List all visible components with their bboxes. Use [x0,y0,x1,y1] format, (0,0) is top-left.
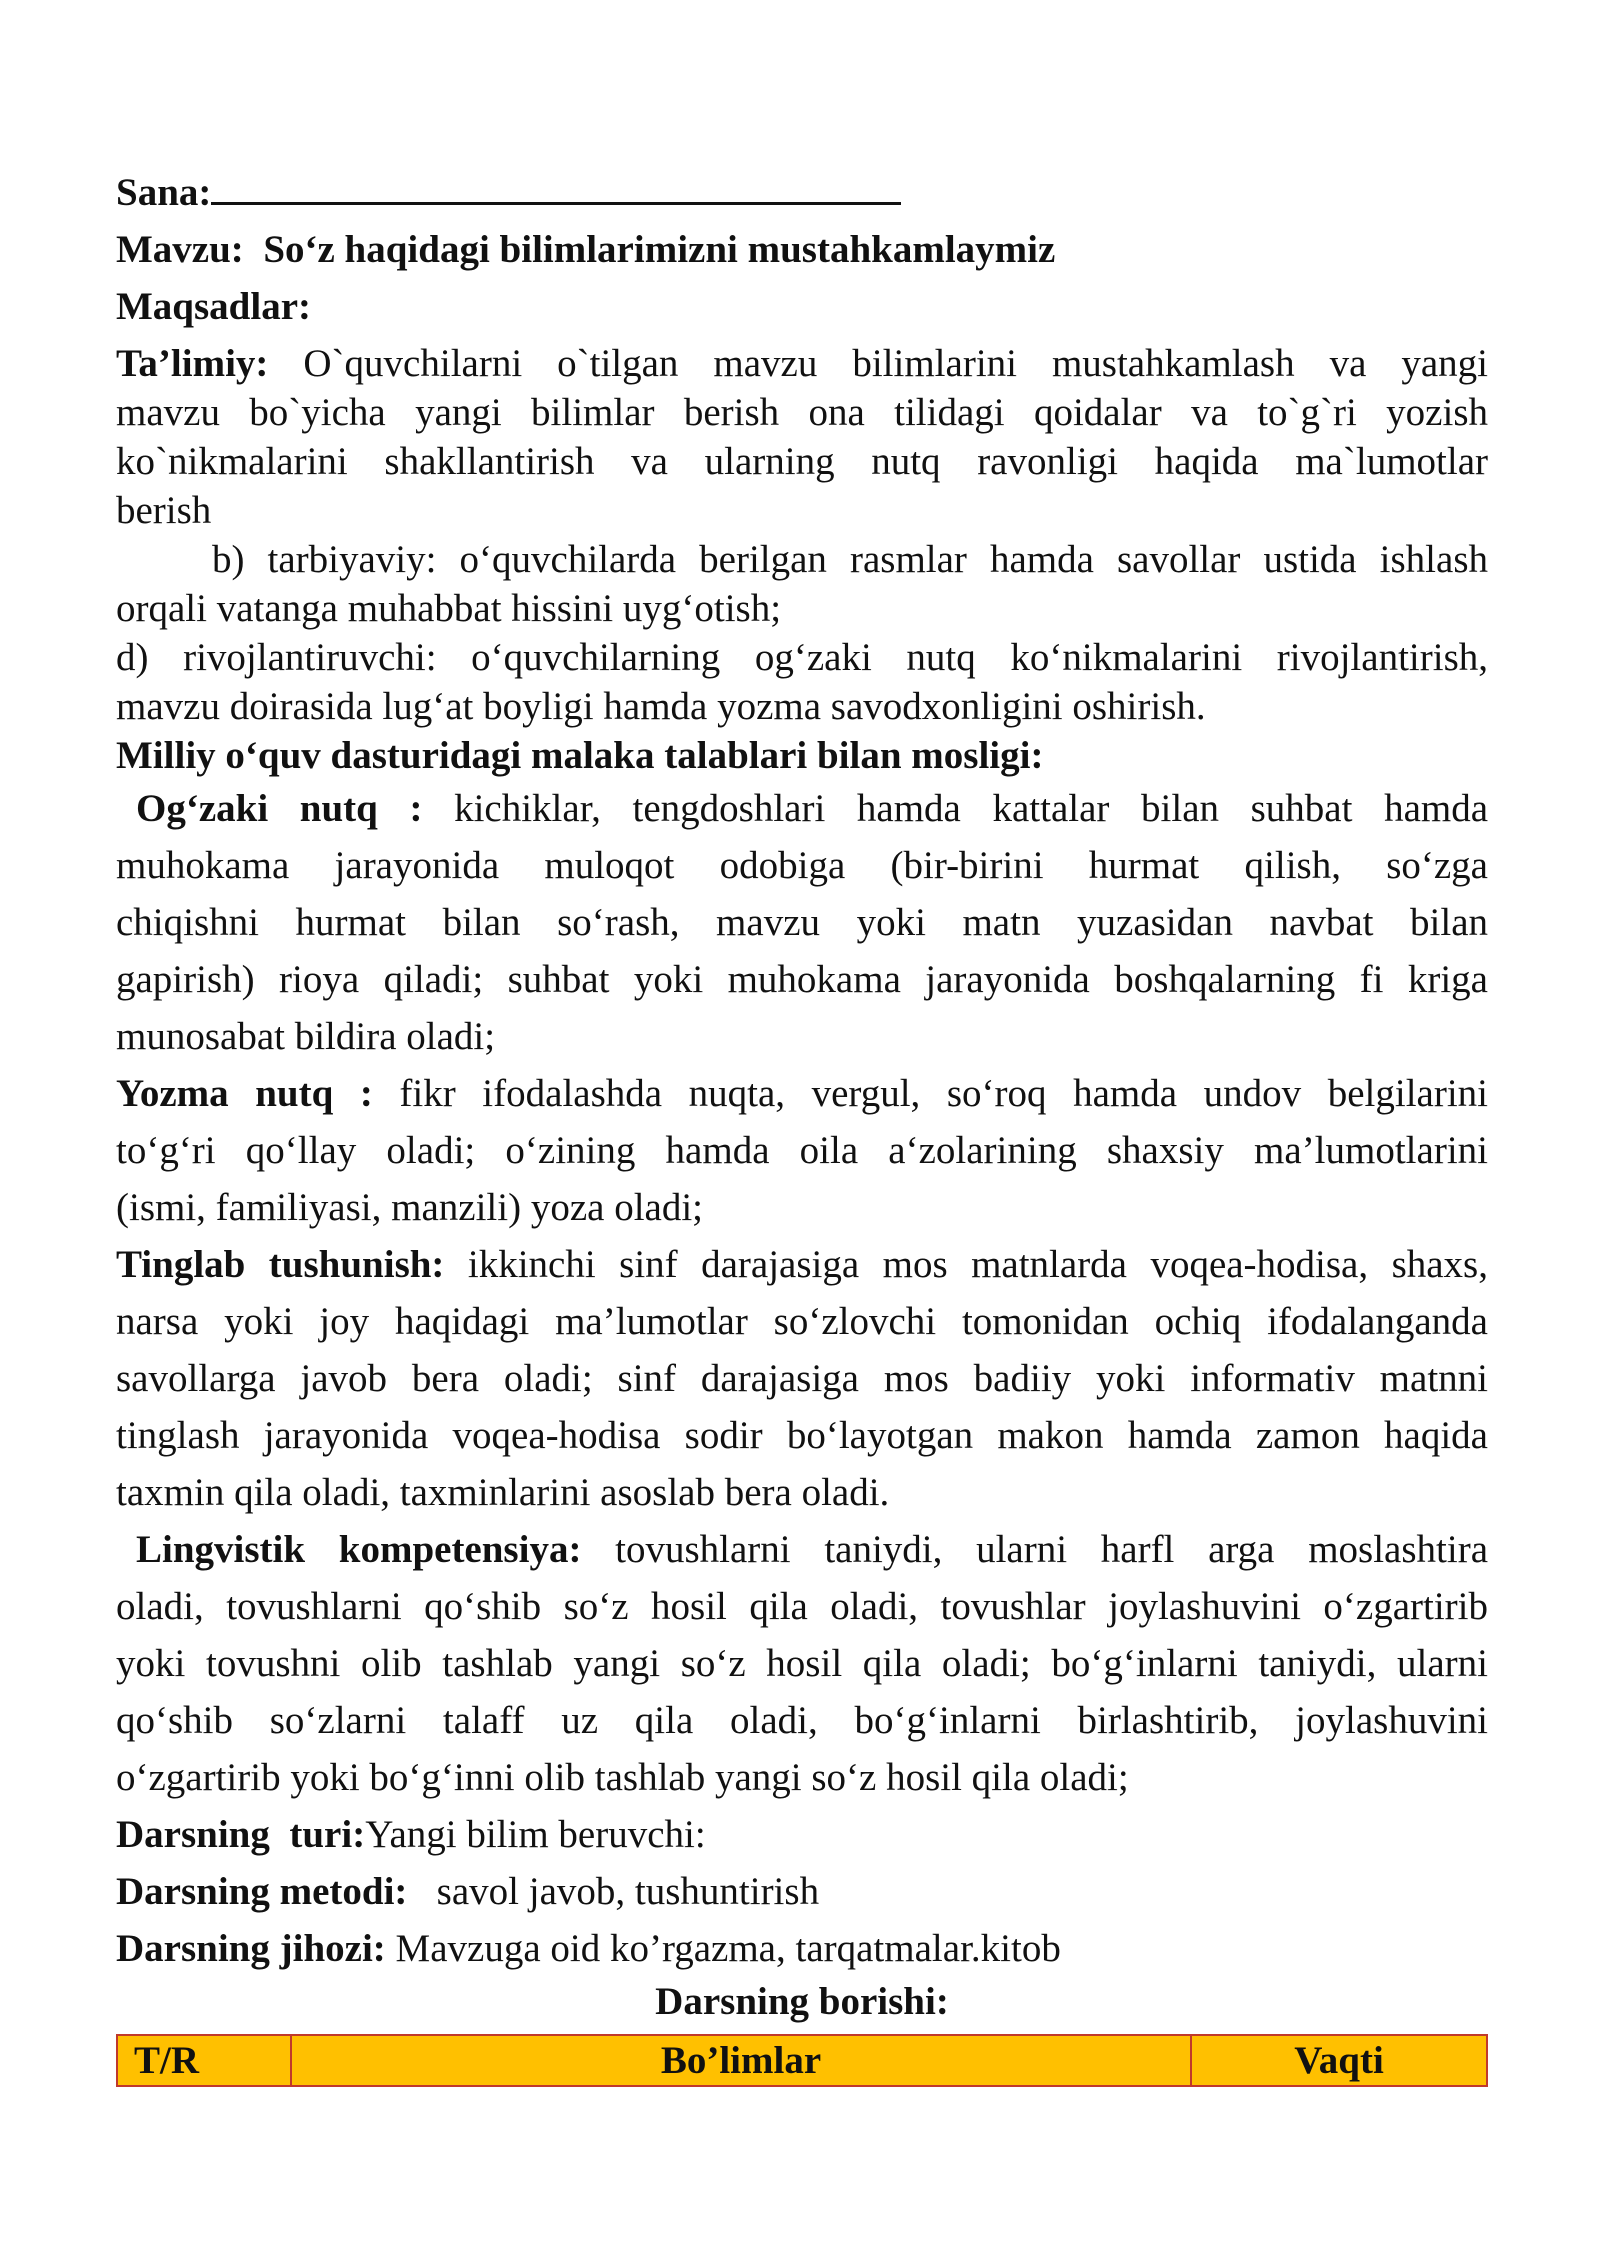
darsning-turi-label: Darsning turi: [116,1813,366,1856]
rivojlantiruvchi-paragraph [116,633,1488,731]
tinglab-line: tinglash jarayonida voqea-hodisa sodir bo‘layotgan makon hamda zamon haqida [116,1414,1488,1457]
lesson-plan-table [116,2034,1488,2087]
yozma-paragraph [116,1065,1488,1236]
lingvistik-label: Lingvistik kompetensiya: [136,1528,582,1571]
ogzaki-line: muhokama jarayonida muloqot odobiga (bir-birini hurmat qilish, so‘zga [116,844,1488,887]
lingvistik-line: qo‘shib so‘zlarni talaff uz qila oladi, bo‘g‘inlarni birlashtirib, joylashuvini [116,1699,1488,1742]
tinglab-label: Tinglab tushunish: [116,1243,445,1286]
sana-line [116,168,1488,217]
mavzu-text: So‘z haqidagi bilimlarimizni mustahkamlaymiz [263,228,1056,271]
darsning-jihozi-line [116,1920,1488,1977]
darsning-metodi-line [116,1863,1488,1920]
tarbiyaviy-line: b) tarbiyaviy: o‘quvchilarda berilgan rasmlar hamda savollar ustida ishlash [212,538,1488,581]
rivojlantiruvchi-line: mavzu doirasida lug‘at boyligi hamda yozma savodxonligini oshirish. [116,685,1206,728]
tinglab-line: taxmin qila oladi, taxminlarini asoslab bera oladi. [116,1471,890,1514]
lingvistik-line: oladi, tovushlarni qo‘shib so‘z hosil qila oladi, tovushlar joylashuvini o‘zgartirib [116,1585,1488,1628]
ogzaki-line: munosabat bildira oladi; [116,1015,496,1058]
darsning-turi-line [116,1806,1488,1863]
tinglab-paragraph [116,1236,1488,1521]
tinglab-line: Tinglab tushunish: ikkinchi sinf darajasiga mos matnlarda voqea-hodisa, shaxs, [116,1243,1488,1286]
darsning-turi-value: Yangi bilim beruvchi: [365,1813,706,1856]
lingvistik-line: Lingvistik kompetensiya: tovushlarni taniydi, ularni harfl arga moslashtira [136,1528,1488,1571]
yozma-line: to‘g‘ri qo‘llay oladi; o‘zining hamda oila a‘zolarining shaxsiy ma’lumotlarini [116,1129,1488,1172]
yozma-line: Yozma nutq : fikr ifodalashda nuqta, vergul, so‘roq hamda undov belgilarini [116,1072,1488,1115]
lesson-info [116,1806,1488,1977]
maqsadlar-heading: Maqsadlar: [116,285,311,328]
lingvistik-line: o‘zgartirib yoki bo‘g‘inni olib tashlab yangi so‘z hosil qila oladi; [116,1756,1129,1799]
tarbiyaviy-paragraph [116,535,1488,633]
talimiy-line: ko`nikmalarini shakllantirish va ularning nutq ravonligi haqida ma`lumotlar [116,440,1488,483]
mavzu-line [116,225,1488,274]
darsning-metodi-label: Darsning metodi: [116,1870,408,1913]
ogzaki-line: chiqishni hurmat bilan so‘rash, mavzu yoki matn yuzasidan navbat bilan [116,901,1488,944]
darsning-jihozi-label: Darsning jihozi: [116,1927,386,1970]
darsning-metodi-value: savol javob, tushuntirish [436,1870,820,1913]
table-header-vaqti: Vaqti [1191,2035,1487,2086]
talimiy-line: mavzu bo`yicha yangi bilimlar berish ona tilidagi qoidalar va to`g`ri yozish [116,391,1488,434]
darsning-jihozi-value: Mavzuga oid ko’rgazma, tarqatmalar.kitob [395,1927,1061,1970]
talimiy-line: berish [116,489,212,532]
lingvistik-line: yoki tovushni olib tashlab yangi so‘z hosil qila oladi; bo‘g‘inlarni taniydi, ularni [116,1642,1488,1685]
talimiy-label: Ta’limiy: [116,342,269,385]
tinglab-line: savollarga javob bera oladi; sinf darajasiga mos badiiy yoki informativ matnni [116,1357,1488,1400]
rivojlantiruvchi-line: d) rivojlantiruvchi: o‘quvchilarning og‘zaki nutq ko‘nikmalarini rivojlantirish, [116,636,1488,679]
darsning-borishi-heading: Darsning borishi: [655,1980,949,2023]
ogzaki-line: gapirish) rioya qiladi; suhbat yoki muhokama jarayonida boshqalarning fi kriga [116,958,1488,1001]
tinglab-line: narsa yoki joy haqidagi ma’lumotlar so‘zlovchi tomonidan ochiq ifodalanganda [116,1300,1488,1343]
lesson-plan-page [116,168,1488,2026]
sana-label: Sana: [116,171,212,214]
ogzaki-label: Og‘zaki nutq : [136,787,423,830]
ogzaki-line: Og‘zaki nutq : kichiklar, tengdoshlari hamda kattalar bilan suhbat hamda [136,787,1489,830]
table-header-tr: T/R [117,2035,291,2086]
sana-blank-line [211,168,901,205]
standards-heading: Milliy o‘quv dasturidagi malaka talablari bilan mosligi: [116,734,1044,777]
talimiy-line: Ta’limiy: O`quvchilarni o`tilgan mavzu bilimlarini mustahkamlash va yangi [116,342,1488,385]
table-header-bolimlar: Bo’limlar [291,2035,1191,2086]
yozma-label: Yozma nutq : [116,1072,373,1115]
ogzaki-paragraph [116,780,1488,1065]
yozma-line: (ismi, familiyasi, manzili) yoza oladi; [116,1186,704,1229]
tarbiyaviy-line: orqali vatanga muhabbat hissini uyg‘otish; [116,587,782,630]
table-header-row [117,2035,1487,2086]
talimiy-paragraph [116,339,1488,535]
lingvistik-paragraph [116,1521,1488,1806]
mavzu-label: Mavzu: [116,228,244,271]
